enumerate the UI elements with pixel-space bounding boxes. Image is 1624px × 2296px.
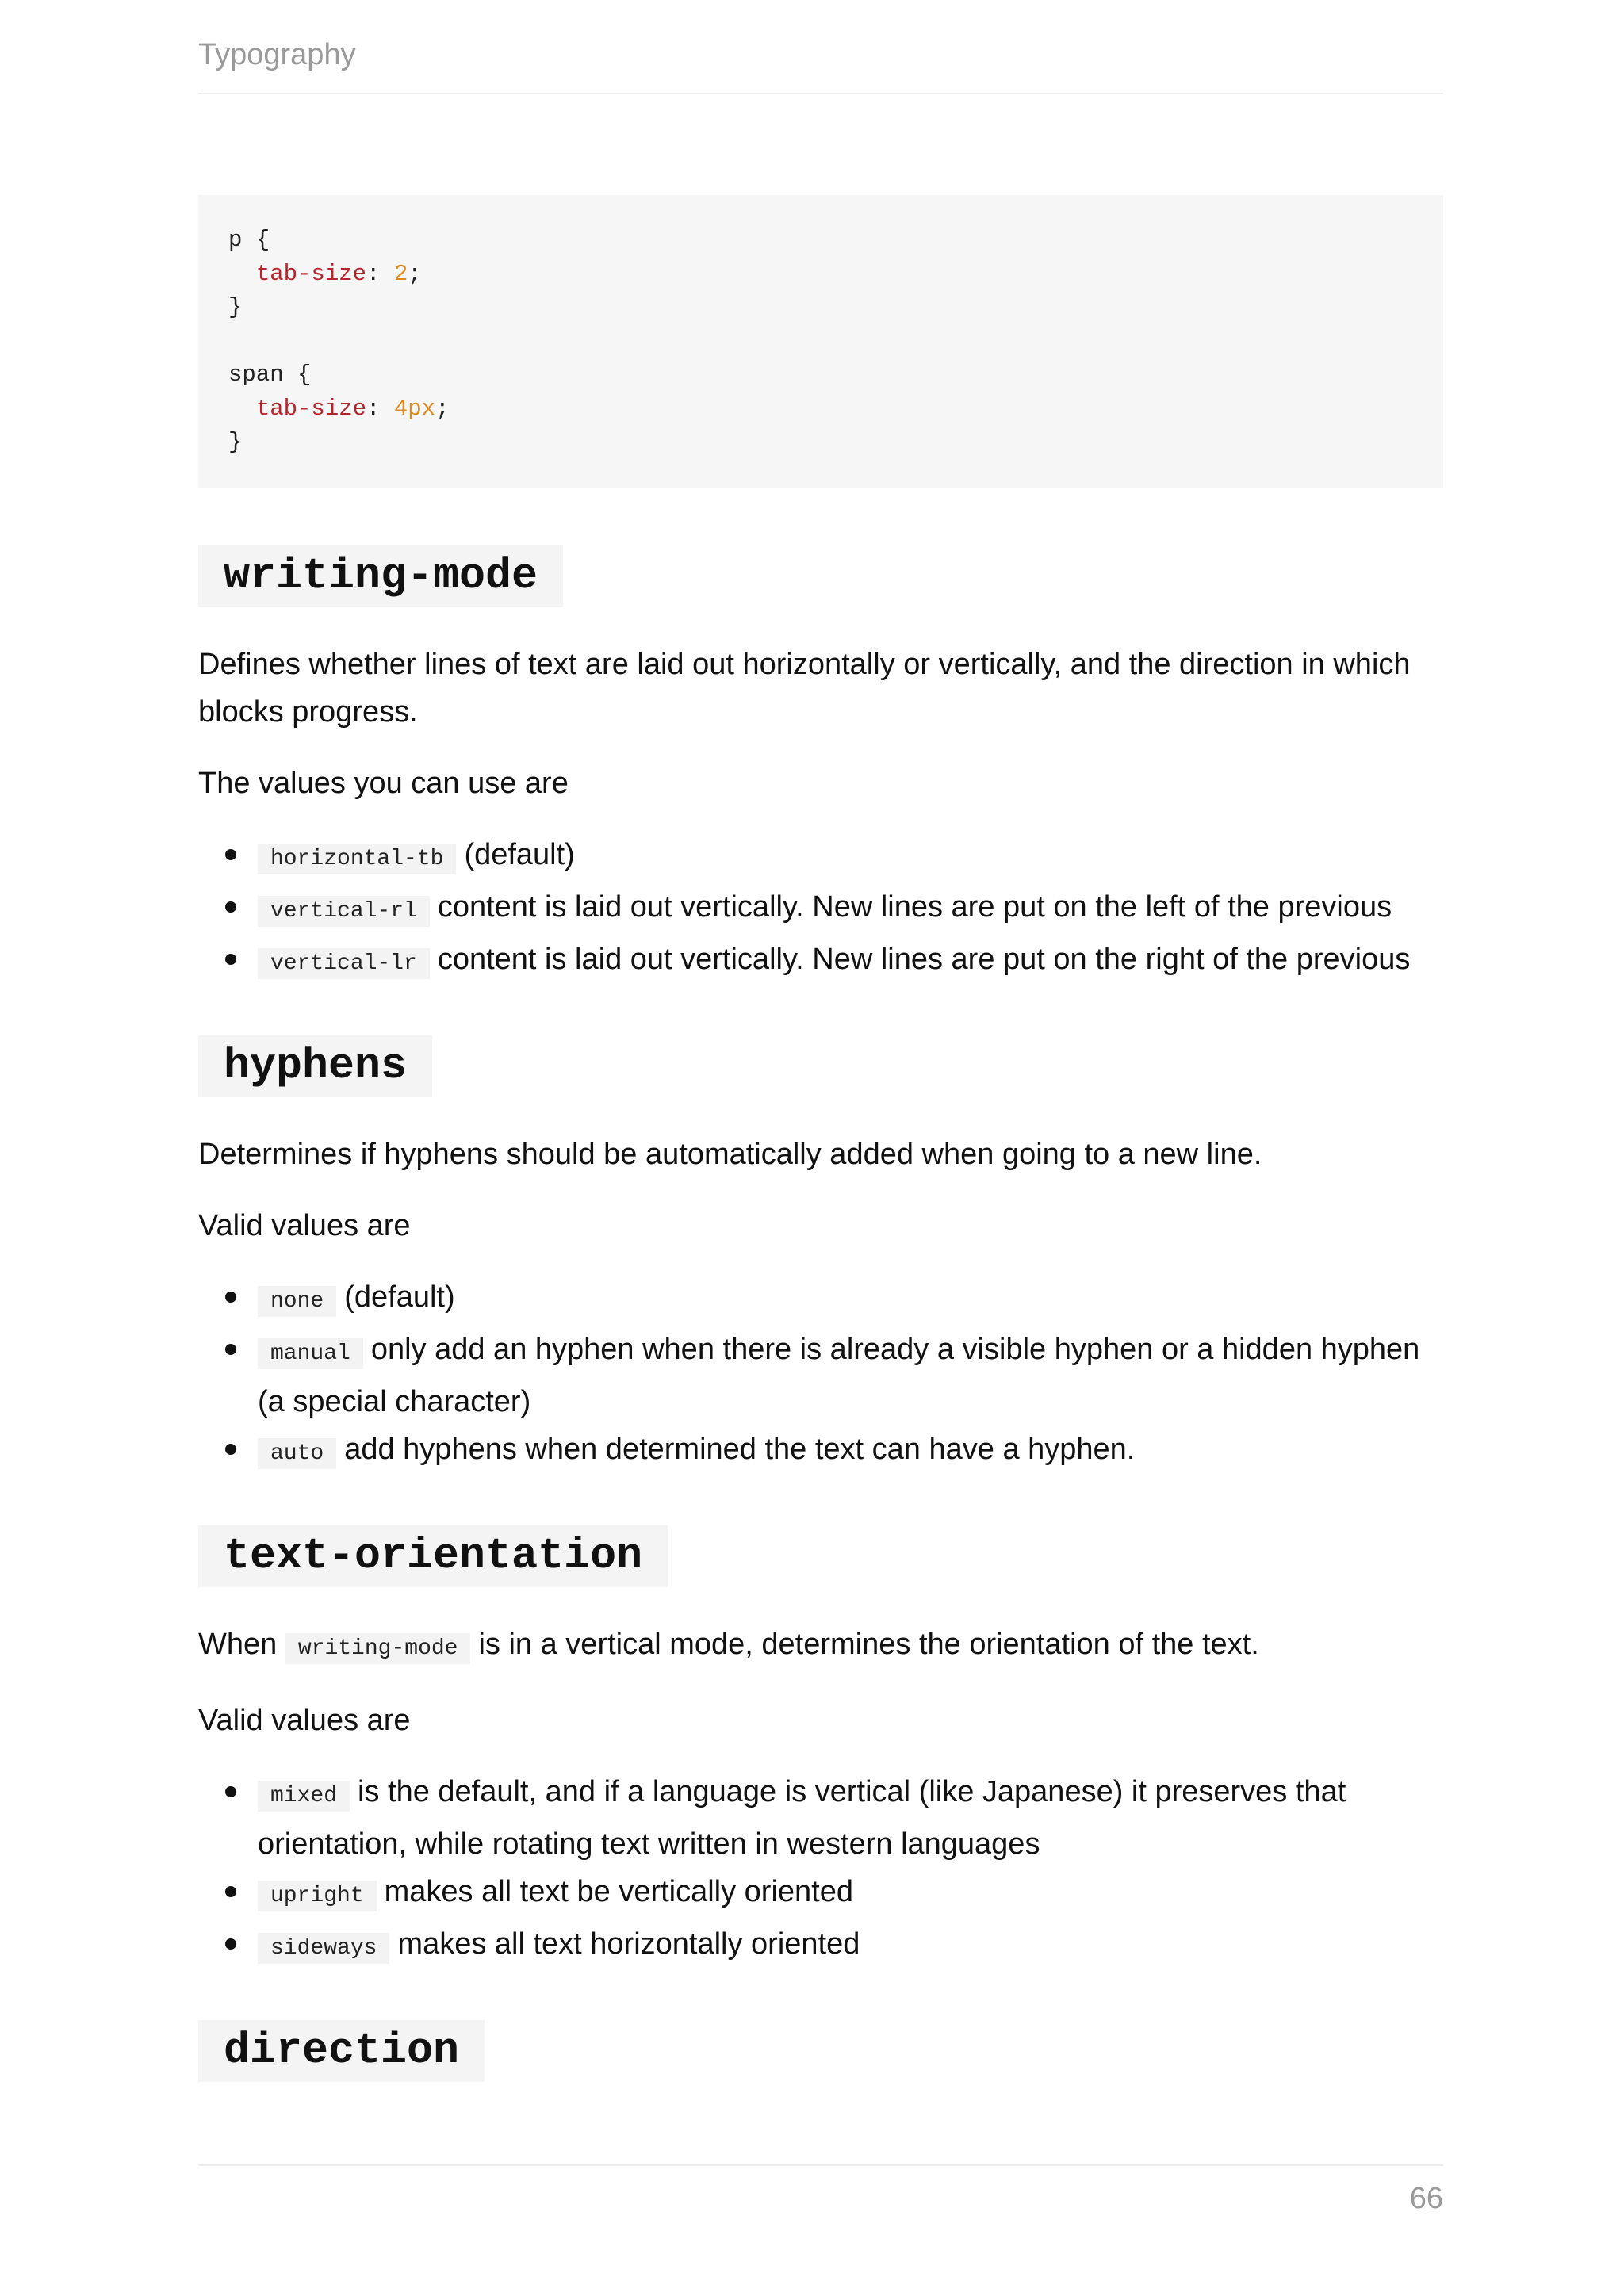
inline-code: none <box>258 1286 336 1317</box>
bullet-icon <box>225 1938 236 1950</box>
css-code-block <box>198 195 1443 488</box>
code-token: : <box>366 395 394 422</box>
code-value-token: 2 <box>393 260 408 287</box>
code-token: ; <box>408 260 422 287</box>
page-content <box>198 195 1443 2115</box>
text-orientation-intro: Valid values are <box>198 1703 411 1737</box>
bullet-icon <box>225 849 236 860</box>
code-line <box>228 291 1413 325</box>
bullet-icon <box>225 1344 236 1355</box>
inline-code: upright <box>258 1881 377 1911</box>
code-token: p { <box>228 227 270 253</box>
description-text-before: When <box>198 1627 278 1661</box>
list-item-text: content is laid out vertically. New lines are put on the right of the previous <box>437 942 1411 976</box>
code-token: : <box>366 260 394 287</box>
code-token: ; <box>435 395 450 422</box>
code-token: } <box>228 294 243 320</box>
code-line <box>228 224 1413 258</box>
inline-code: writing-mode <box>285 1633 471 1664</box>
bullet-icon <box>225 1292 236 1303</box>
code-token <box>228 396 256 422</box>
section-heading-direction: direction <box>198 2020 485 2082</box>
list-item-text: content is laid out vertically. New lines are put on the left of the previous <box>437 890 1392 924</box>
code-property-token: tab-size <box>255 260 367 287</box>
code-value-token: 4px <box>393 395 436 422</box>
running-header: Typography <box>198 38 356 71</box>
inline-code: mixed <box>258 1781 350 1812</box>
list-item <box>198 1326 1443 1425</box>
list-item-text: add hyphens when determined the text can have a hyphen. <box>344 1432 1136 1466</box>
code-line <box>228 325 1413 359</box>
list-item <box>198 883 1443 936</box>
inline-code: auto <box>258 1438 336 1469</box>
code-line <box>228 426 1413 460</box>
code-line <box>228 392 1413 427</box>
list-item <box>198 1273 1443 1326</box>
section-heading-hyphens: hyphens <box>198 1035 432 1097</box>
list-item <box>198 1868 1443 1920</box>
bullet-icon <box>225 1444 236 1455</box>
code-token: } <box>228 429 243 455</box>
inline-code: horizontal-tb <box>258 844 456 874</box>
list-item <box>198 831 1443 883</box>
list-item-text: (default) <box>464 837 575 871</box>
code-token <box>228 261 256 287</box>
bullet-icon <box>225 954 236 965</box>
list-item-text: (default) <box>344 1280 455 1314</box>
section-heading-text-orientation: text-orientation <box>198 1525 668 1587</box>
list-item <box>198 1768 1443 1868</box>
description-text-after: is in a vertical mode, determines the orientation of the text. <box>478 1627 1259 1661</box>
list-item-text: is the default, and if a language is vertical (like Japanese) it preserves that orientation, while rotating text written in western languages <box>258 1774 1346 1861</box>
document-page <box>198 0 1443 2296</box>
writing-mode-values-list <box>198 831 1443 988</box>
code-line <box>228 258 1413 292</box>
list-item <box>198 1920 1443 1973</box>
footer-divider <box>198 2164 1443 2166</box>
code-property-token: tab-size <box>255 395 367 422</box>
bullet-icon <box>225 1886 236 1897</box>
hyphens-intro: Valid values are <box>198 1208 411 1242</box>
page-number: 66 <box>1409 2182 1443 2215</box>
hyphens-description: Determines if hyphens should be automatically added when going to a new line. <box>198 1137 1262 1171</box>
header-divider <box>198 93 1443 94</box>
list-item-text: makes all text be vertically oriented <box>384 1874 853 1908</box>
text-orientation-description <box>198 1621 1443 1673</box>
list-item-text: makes all text horizontally oriented <box>397 1927 860 1961</box>
writing-mode-description: Defines whether lines of text are laid out horizontally or vertically, and the direction in which blocks progress. <box>198 647 1411 729</box>
writing-mode-intro: The values you can use are <box>198 766 569 800</box>
list-item <box>198 1425 1443 1478</box>
list-item <box>198 936 1443 988</box>
section-heading-writing-mode: writing-mode <box>198 545 563 607</box>
inline-code: sideways <box>258 1933 389 1964</box>
inline-code: vertical-lr <box>258 948 430 979</box>
inline-code: vertical-rl <box>258 896 430 927</box>
bullet-icon <box>225 1786 236 1797</box>
code-token: span { <box>228 362 312 388</box>
bullet-icon <box>225 901 236 913</box>
list-item-text: only add an hyphen when there is already a visible hyphen or a hidden hyphen (a special character) <box>258 1332 1420 1418</box>
hyphens-values-list <box>198 1273 1443 1478</box>
text-orientation-values-list <box>198 1768 1443 1973</box>
inline-code: manual <box>258 1338 363 1369</box>
code-line <box>228 358 1413 392</box>
